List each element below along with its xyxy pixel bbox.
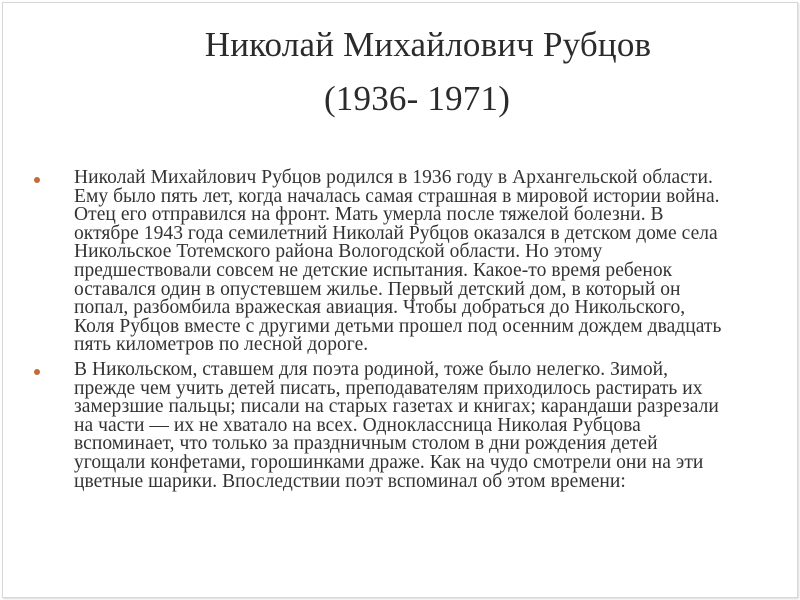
bullet-dot-icon [34, 369, 40, 375]
paragraph-text: Николай Михайлович Рубцов родился в 1936 году в Архангельской области. Ему было пять лет, когда началась самая страшная в мировой истории война. Отец его отправился на фронт. Мать умерла после тяжелой болезни. В октябре 1943 года семилетний Николай Рубцов оказался в детском доме села Никольское Тотемского района Вологодской области. Но этому предшествовали совсем не детские испытания. Какое-то время ребенок оставался один в опустевшем жилье. Первый детский дом, в который он попал, разбомбила вражеская авиация. Чтобы добраться до Никольского, Коля Рубцов вместе с другими детьми прошел под осенним дождем двадцать пять километров по лесной дороге. [74, 167, 722, 356]
title-name: Николай Михайлович Рубцов [204, 25, 652, 64]
paragraph-text: В Никольском, ставшем для поэта родиной, тоже было нелегко. Зимой, прежде чем учить детей писать, преподавателям приходилось растирать их замерзшие пальцы; писали на старых газетах и книгах; карандаши разрезали на части — их не хватало на всех. Одноклассница Николая Рубцова вспоминает, что только за праздничным столом в дни рождения детей угощали конфетами, горошинками драже. Как на чудо смотрели они на эти цветные шарики. Впоследствии поэт вспоминал об этом времени: [74, 358, 719, 492]
title-years: (1936- 1971) [323, 79, 511, 118]
bullet-item [34, 358, 729, 492]
slide-title [0, 20, 800, 124]
bullet-dot-icon [34, 177, 40, 183]
bullet-item [34, 169, 729, 355]
bullet-list [34, 169, 729, 491]
